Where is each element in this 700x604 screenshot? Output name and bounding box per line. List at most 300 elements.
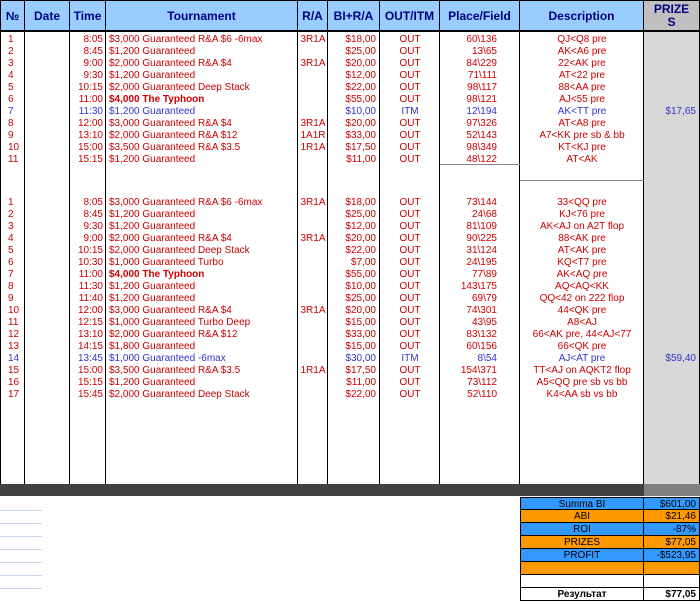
tournament-cell[interactable]: $2,000 Guaranteed Deep Stack xyxy=(109,245,250,256)
ra-cell[interactable]: 3R1A xyxy=(300,305,326,316)
ra-cell[interactable] xyxy=(298,94,328,106)
place-cell[interactable]: 31\124 xyxy=(466,245,497,256)
row-number[interactable]: 3 xyxy=(8,58,14,69)
description-cell[interactable]: 44<QK pre xyxy=(557,305,607,316)
tournament-cell[interactable]: $4,000 The Typhoon xyxy=(109,94,205,105)
header-num[interactable]: № xyxy=(0,0,25,32)
header-date[interactable]: Date xyxy=(25,0,70,32)
row-number[interactable]: 5 xyxy=(8,82,14,93)
bira-cell[interactable]: $11,00 xyxy=(346,377,376,388)
place-cell[interactable]: 81\109 xyxy=(466,221,497,232)
ra-cell[interactable] xyxy=(298,317,328,329)
description-cell[interactable]: 66<AK pre, 44<AJ<77 xyxy=(532,329,632,340)
ra-cell[interactable]: 1A1R xyxy=(300,130,326,141)
description-cell[interactable]: KQ<T7 pre xyxy=(557,257,607,268)
place-cell[interactable]: 69\79 xyxy=(471,293,497,304)
tournament-cell[interactable]: $3,500 Guaranteed R&A $3.5 xyxy=(109,142,241,153)
tournament-cell[interactable]: $1,000 Guaranteed -6max xyxy=(109,353,226,364)
outitm-cell[interactable]: OUT xyxy=(399,389,421,400)
row-number[interactable]: 2 xyxy=(8,46,14,57)
description-cell[interactable]: AQ<AQ<KK xyxy=(555,281,609,292)
header-outitm[interactable]: OUT/ITM xyxy=(380,0,440,32)
description-cell[interactable]: TT<AJ on AQKT2 flop xyxy=(533,365,631,376)
time-cell[interactable]: 13:45 xyxy=(77,353,103,364)
outitm-cell[interactable]: OUT xyxy=(399,317,421,328)
place-cell[interactable]: 154\371 xyxy=(460,365,497,376)
ra-cell[interactable]: 3R1A xyxy=(300,197,326,208)
outitm-cell[interactable]: OUT xyxy=(399,34,421,45)
bira-cell[interactable]: $30,00 xyxy=(345,353,376,364)
outitm-cell[interactable]: OUT xyxy=(399,365,421,376)
time-cell[interactable]: 9:30 xyxy=(83,70,103,81)
ra-cell[interactable] xyxy=(298,82,328,94)
table-row[interactable] xyxy=(0,58,700,70)
table-row[interactable] xyxy=(0,82,700,94)
table-row[interactable] xyxy=(0,245,700,257)
table-row[interactable] xyxy=(0,341,700,353)
summary-value[interactable]: -$523,95 xyxy=(644,549,700,562)
bira-cell[interactable]: $33,00 xyxy=(345,130,376,141)
ra-cell[interactable]: 3R1A xyxy=(300,118,326,129)
time-cell[interactable]: 10:15 xyxy=(77,245,103,256)
bira-cell[interactable]: $10,00 xyxy=(345,106,376,117)
time-cell[interactable]: 13:10 xyxy=(77,130,103,141)
outitm-cell[interactable]: OUT xyxy=(399,341,421,352)
row-number[interactable]: 11 xyxy=(8,317,19,328)
tournament-cell[interactable]: $3,000 Guaranteed R&A $6 -6max xyxy=(109,197,263,208)
bira-cell[interactable]: $15,00 xyxy=(345,341,376,352)
tournament-cell[interactable]: $1,200 Guaranteed xyxy=(109,293,196,304)
prize-cell[interactable] xyxy=(644,281,700,293)
bira-cell[interactable]: $20,00 xyxy=(345,305,376,316)
description-cell[interactable]: 88<AK pre xyxy=(558,233,606,244)
row-number[interactable]: 10 xyxy=(8,142,20,153)
ra-cell[interactable]: 1R1A xyxy=(300,365,326,376)
table-row[interactable] xyxy=(0,46,700,58)
table-row[interactable] xyxy=(0,389,700,401)
ra-cell[interactable]: 3R1A xyxy=(300,233,326,244)
time-cell[interactable]: 9:30 xyxy=(83,221,103,232)
ra-cell[interactable] xyxy=(298,221,328,233)
time-cell[interactable]: 10:15 xyxy=(77,82,103,93)
table-row[interactable] xyxy=(0,142,700,154)
summary-value[interactable] xyxy=(644,562,700,575)
outitm-cell[interactable]: OUT xyxy=(399,118,421,129)
tournament-cell[interactable]: $2,000 Guaranteed Deep Stack xyxy=(109,389,250,400)
tournament-cell[interactable]: $2,000 Guaranteed R&A $4 xyxy=(109,58,232,69)
row-number[interactable]: 4 xyxy=(8,233,14,244)
ra-cell[interactable] xyxy=(298,269,328,281)
place-cell[interactable]: 73\144 xyxy=(466,197,497,208)
place-cell[interactable]: 83\132 xyxy=(466,329,497,340)
prize-cell[interactable] xyxy=(644,365,700,377)
header-ra[interactable]: R/A xyxy=(298,0,328,32)
prize-cell[interactable] xyxy=(644,317,700,329)
prize-cell[interactable] xyxy=(644,34,700,46)
prize-cell[interactable] xyxy=(644,233,700,245)
bira-cell[interactable]: $25,00 xyxy=(345,46,376,57)
outitm-cell[interactable]: OUT xyxy=(399,94,421,105)
table-row[interactable] xyxy=(0,257,700,269)
summary-value[interactable]: $601,00 xyxy=(644,497,700,510)
summary-value[interactable]: -87% xyxy=(644,523,700,536)
description-cell[interactable]: AJ<AT pre xyxy=(558,353,606,364)
summary-label[interactable] xyxy=(520,575,644,588)
prize-cell[interactable] xyxy=(644,329,700,341)
prize-cell[interactable] xyxy=(644,377,700,389)
summary-value[interactable] xyxy=(644,575,700,588)
outitm-cell[interactable]: OUT xyxy=(399,269,421,280)
place-cell[interactable]: 98\349 xyxy=(466,142,497,153)
summary-label[interactable]: PRIZES xyxy=(520,536,644,549)
table-row[interactable] xyxy=(0,305,700,317)
table-row[interactable] xyxy=(0,209,700,221)
ra-cell[interactable] xyxy=(298,46,328,58)
prize-cell[interactable] xyxy=(644,46,700,58)
description-cell[interactable]: KJ<76 pre xyxy=(559,209,605,220)
time-cell[interactable]: 12:00 xyxy=(77,118,103,129)
outitm-cell[interactable]: OUT xyxy=(399,46,421,57)
outitm-cell[interactable]: OUT xyxy=(399,233,421,244)
summary-label[interactable]: Результат xyxy=(520,588,644,601)
place-cell[interactable]: 60\136 xyxy=(466,34,497,45)
time-cell[interactable]: 15:15 xyxy=(77,377,103,388)
table-row[interactable] xyxy=(0,70,700,82)
table-row[interactable] xyxy=(0,329,700,341)
place-cell[interactable]: 84\229 xyxy=(466,58,497,69)
bira-cell[interactable]: $11,00 xyxy=(346,154,376,165)
tournament-cell[interactable]: $2,000 Guaranteed Deep Stack xyxy=(109,82,250,93)
table-row[interactable] xyxy=(0,269,700,281)
bira-cell[interactable]: $10,00 xyxy=(345,281,376,292)
place-cell[interactable]: 74\301 xyxy=(466,305,497,316)
description-cell[interactable]: AK<A6 pre xyxy=(557,46,607,57)
description-cell[interactable]: 22<AK pre xyxy=(558,58,606,69)
outitm-cell[interactable]: ITM xyxy=(401,106,419,117)
tournament-cell[interactable]: $3,000 Guaranteed R&A $4 xyxy=(109,305,232,316)
outitm-cell[interactable]: OUT xyxy=(399,293,421,304)
time-cell[interactable]: 11:30 xyxy=(78,106,103,117)
table-row[interactable] xyxy=(0,317,700,329)
place-cell[interactable]: 52\143 xyxy=(466,130,497,141)
outitm-cell[interactable]: OUT xyxy=(399,70,421,81)
prize-cell[interactable] xyxy=(644,341,700,353)
description-cell[interactable]: KT<KJ pre xyxy=(558,142,606,153)
ra-cell[interactable] xyxy=(298,281,328,293)
prize-cell[interactable] xyxy=(644,197,700,209)
outitm-cell[interactable]: OUT xyxy=(399,305,421,316)
ra-cell[interactable] xyxy=(298,293,328,305)
bira-cell[interactable]: $20,00 xyxy=(345,233,376,244)
time-cell[interactable]: 15:45 xyxy=(77,389,103,400)
prize-cell[interactable] xyxy=(644,118,700,130)
tournament-cell[interactable]: $4,000 The Typhoon xyxy=(109,269,205,280)
ra-cell[interactable]: 1R1A xyxy=(300,142,326,153)
time-cell[interactable]: 10:30 xyxy=(77,257,103,268)
time-cell[interactable]: 12:15 xyxy=(77,317,103,328)
table-row[interactable] xyxy=(0,293,700,305)
ra-cell[interactable] xyxy=(298,70,328,82)
header-prizes[interactable] xyxy=(644,0,700,32)
table-row[interactable] xyxy=(0,106,700,118)
row-number[interactable]: 1 xyxy=(8,34,14,45)
bira-cell[interactable]: $12,00 xyxy=(345,221,376,232)
bira-cell[interactable]: $20,00 xyxy=(345,118,376,129)
place-cell[interactable]: 24\195 xyxy=(466,257,497,268)
bira-cell[interactable]: $22,00 xyxy=(345,389,376,400)
place-cell[interactable]: 24\68 xyxy=(471,209,497,220)
bira-cell[interactable]: $20,00 xyxy=(345,58,376,69)
description-cell[interactable]: AK<AJ on A2T flop xyxy=(539,221,625,232)
place-cell[interactable]: 98\117 xyxy=(467,82,497,93)
place-cell[interactable]: 77\89 xyxy=(471,269,497,280)
row-number[interactable]: 13 xyxy=(8,341,20,352)
outitm-cell[interactable]: OUT xyxy=(399,221,421,232)
description-cell[interactable]: A8<AJ xyxy=(567,317,597,328)
place-cell[interactable]: 97\326 xyxy=(466,118,497,129)
bira-cell[interactable]: $33,00 xyxy=(345,329,376,340)
header-tournament[interactable]: Tournament xyxy=(106,0,298,32)
place-cell[interactable]: 90\225 xyxy=(466,233,497,244)
time-cell[interactable]: 11:30 xyxy=(78,281,103,292)
summary-label[interactable]: Summa BI xyxy=(520,497,644,510)
header-place[interactable]: Place/Field xyxy=(440,0,520,32)
prize-cell[interactable] xyxy=(644,154,700,166)
prize-cell[interactable] xyxy=(644,293,700,305)
description-cell[interactable]: AT<A8 pre xyxy=(558,118,606,129)
ra-cell[interactable] xyxy=(298,245,328,257)
tournament-cell[interactable]: $1,200 Guaranteed xyxy=(109,281,196,292)
prize-cell[interactable]: $17,65 xyxy=(665,106,696,117)
place-cell[interactable]: 12\194 xyxy=(466,106,497,117)
row-number[interactable]: 8 xyxy=(8,118,14,129)
tournament-cell[interactable]: $1,200 Guaranteed xyxy=(109,106,196,117)
prize-cell[interactable] xyxy=(644,70,700,82)
description-cell[interactable]: 66<QK pre xyxy=(557,341,607,352)
bira-cell[interactable]: $55,00 xyxy=(345,269,376,280)
place-cell[interactable]: 8\54 xyxy=(477,353,497,364)
row-number[interactable]: 11 xyxy=(8,154,19,165)
summary-label[interactable]: PROFIT xyxy=(520,549,644,562)
place-cell[interactable]: 52\110 xyxy=(467,389,497,400)
header-time[interactable]: Time xyxy=(70,0,106,32)
summary-label[interactable]: ABI xyxy=(520,510,644,523)
description-cell[interactable]: AK<TT pre xyxy=(557,106,607,117)
prize-cell[interactable] xyxy=(644,82,700,94)
row-number[interactable]: 9 xyxy=(8,130,14,141)
bira-cell[interactable]: $25,00 xyxy=(345,293,376,304)
tournament-cell[interactable]: $1,200 Guaranteed xyxy=(109,209,196,220)
table-row[interactable] xyxy=(0,197,700,209)
bira-cell[interactable]: $12,00 xyxy=(345,70,376,81)
summary-value[interactable]: $77,05 xyxy=(644,588,700,601)
place-cell[interactable]: 43\95 xyxy=(471,317,497,328)
bira-cell[interactable]: $17,50 xyxy=(345,142,376,153)
description-cell[interactable]: QQ<42 on 222 flop xyxy=(539,293,625,304)
description-cell[interactable]: 33<QQ pre xyxy=(557,197,607,208)
row-number[interactable]: 10 xyxy=(8,305,20,316)
description-cell[interactable]: 88<AA pre xyxy=(558,82,606,93)
row-number[interactable]: 8 xyxy=(8,281,14,292)
ra-cell[interactable] xyxy=(298,209,328,221)
bira-cell[interactable]: $55,00 xyxy=(345,94,376,105)
row-number[interactable]: 16 xyxy=(8,377,20,388)
time-cell[interactable]: 11:00 xyxy=(78,94,103,105)
place-cell[interactable]: 143\175 xyxy=(460,281,497,292)
summary-label[interactable]: ROI xyxy=(520,523,644,536)
time-cell[interactable]: 8:45 xyxy=(83,209,103,220)
prize-cell[interactable] xyxy=(644,209,700,221)
summary-value[interactable]: $77,05 xyxy=(644,536,700,549)
prize-cell[interactable] xyxy=(644,245,700,257)
tournament-cell[interactable]: $1,200 Guaranteed xyxy=(109,46,196,57)
place-cell[interactable]: 71\111 xyxy=(467,70,497,81)
table-row[interactable] xyxy=(0,118,700,130)
tournament-cell[interactable]: $3,000 Guaranteed R&A $6 -6max xyxy=(109,34,263,45)
description-cell[interactable]: AT<AK xyxy=(566,154,598,165)
description-cell[interactable]: AT<22 pre xyxy=(558,70,606,81)
description-cell[interactable]: A7<KK pre sb & bb xyxy=(539,130,625,141)
outitm-cell[interactable]: OUT xyxy=(399,281,421,292)
bira-cell[interactable]: $22,00 xyxy=(345,82,376,93)
place-cell[interactable]: 98\121 xyxy=(466,94,497,105)
time-cell[interactable]: 12:00 xyxy=(77,305,103,316)
tournament-cell[interactable]: $3,000 Guaranteed R&A $4 xyxy=(109,118,232,129)
outitm-cell[interactable]: OUT xyxy=(399,257,421,268)
outitm-cell[interactable]: OUT xyxy=(399,245,421,256)
outitm-cell[interactable]: OUT xyxy=(399,58,421,69)
outitm-cell[interactable]: OUT xyxy=(399,377,421,388)
bira-cell[interactable]: $25,00 xyxy=(345,209,376,220)
outitm-cell[interactable]: OUT xyxy=(399,130,421,141)
outitm-cell[interactable]: OUT xyxy=(399,82,421,93)
table-row[interactable] xyxy=(0,233,700,245)
table-row[interactable] xyxy=(0,281,700,293)
row-number[interactable]: 7 xyxy=(8,269,14,280)
ra-cell[interactable] xyxy=(298,377,328,389)
ra-cell[interactable]: 3R1A xyxy=(300,34,326,45)
ra-cell[interactable] xyxy=(298,353,328,365)
outitm-cell[interactable]: OUT xyxy=(399,197,421,208)
header-description[interactable]: Description xyxy=(520,0,644,32)
tournament-cell[interactable]: $2,000 Guaranteed R&A $4 xyxy=(109,233,232,244)
time-cell[interactable]: 9:00 xyxy=(83,233,103,244)
time-cell[interactable]: 9:00 xyxy=(83,58,103,69)
ra-cell[interactable] xyxy=(298,341,328,353)
place-cell[interactable]: 13\65 xyxy=(471,46,497,57)
summary-label[interactable] xyxy=(520,562,644,575)
description-cell[interactable]: AT<AK pre xyxy=(557,245,607,256)
row-number[interactable]: 14 xyxy=(8,353,20,364)
prize-cell[interactable] xyxy=(644,58,700,70)
row-number[interactable]: 9 xyxy=(8,293,14,304)
tournament-cell[interactable]: $3,500 Guaranteed R&A $3.5 xyxy=(109,365,241,376)
ra-cell[interactable] xyxy=(298,257,328,269)
row-number[interactable]: 5 xyxy=(8,245,14,256)
tournament-cell[interactable]: $1,200 Guaranteed xyxy=(109,221,196,232)
row-number[interactable]: 15 xyxy=(8,365,20,376)
outitm-cell[interactable]: OUT xyxy=(399,209,421,220)
prize-cell[interactable] xyxy=(644,130,700,142)
outitm-cell[interactable]: OUT xyxy=(399,329,421,340)
row-number[interactable]: 3 xyxy=(8,221,14,232)
row-number[interactable]: 4 xyxy=(8,70,14,81)
bira-cell[interactable]: $18,00 xyxy=(345,34,376,45)
ra-cell[interactable]: 3R1A xyxy=(300,58,326,69)
ra-cell[interactable] xyxy=(298,106,328,118)
time-cell[interactable]: 8:05 xyxy=(83,197,103,208)
table-row[interactable] xyxy=(0,221,700,233)
tournament-cell[interactable]: $2,000 Guaranteed R&A $12 xyxy=(109,329,238,340)
tournament-cell[interactable]: $1,000 Guaranteed Turbo Deep xyxy=(109,317,251,328)
table-row[interactable] xyxy=(0,377,700,389)
tournament-cell[interactable]: $1,200 Guaranteed xyxy=(109,377,196,388)
place-cell[interactable]: 73\112 xyxy=(467,377,497,388)
table-row[interactable] xyxy=(0,365,700,377)
tournament-cell[interactable]: $1,000 Guaranteed Turbo xyxy=(109,257,224,268)
time-cell[interactable]: 11:00 xyxy=(78,269,103,280)
description-cell[interactable]: K4<AA sb vs bb xyxy=(546,389,618,400)
table-row[interactable] xyxy=(0,130,700,142)
row-number[interactable]: 6 xyxy=(8,257,14,268)
bira-cell[interactable]: $22,00 xyxy=(345,245,376,256)
table-row[interactable] xyxy=(0,34,700,46)
bira-cell[interactable]: $7,00 xyxy=(350,257,376,268)
tournament-cell[interactable]: $1,200 Guaranteed xyxy=(109,70,196,81)
time-cell[interactable]: 11:40 xyxy=(78,293,103,304)
row-number[interactable]: 6 xyxy=(8,94,14,105)
row-number[interactable]: 1 xyxy=(8,197,14,208)
row-number[interactable]: 17 xyxy=(8,389,20,400)
time-cell[interactable]: 8:05 xyxy=(83,34,103,45)
time-cell[interactable]: 8:45 xyxy=(83,46,103,57)
bira-cell[interactable]: $18,00 xyxy=(345,197,376,208)
table-row[interactable] xyxy=(0,353,700,365)
outitm-cell[interactable]: OUT xyxy=(399,142,421,153)
time-cell[interactable]: 15:15 xyxy=(77,154,103,165)
tournament-cell[interactable]: $1,800 Guaranteed xyxy=(109,341,196,352)
header-bira[interactable]: BI+R/A xyxy=(328,0,380,32)
prize-cell[interactable] xyxy=(644,269,700,281)
place-cell[interactable]: 48\122 xyxy=(466,154,497,165)
prize-cell[interactable] xyxy=(644,94,700,106)
prize-cell[interactable] xyxy=(644,389,700,401)
time-cell[interactable]: 13:10 xyxy=(77,329,103,340)
description-cell[interactable]: A5<QQ pre sb vs bb xyxy=(536,377,628,388)
ra-cell[interactable] xyxy=(298,389,328,401)
bira-cell[interactable]: $17,50 xyxy=(345,365,376,376)
row-number[interactable]: 12 xyxy=(8,329,20,340)
ra-cell[interactable] xyxy=(298,154,328,166)
time-cell[interactable]: 15:00 xyxy=(77,365,103,376)
prize-cell[interactable] xyxy=(644,142,700,154)
time-cell[interactable]: 15:00 xyxy=(77,142,103,153)
prize-cell[interactable] xyxy=(644,305,700,317)
table-row[interactable] xyxy=(0,94,700,106)
place-cell[interactable]: 60\156 xyxy=(466,341,497,352)
time-cell[interactable]: 14:15 xyxy=(77,341,103,352)
bira-cell[interactable]: $15,00 xyxy=(345,317,376,328)
description-cell[interactable]: AJ<55 pre xyxy=(559,94,605,105)
ra-cell[interactable] xyxy=(298,329,328,341)
tournament-cell[interactable]: $2,000 Guaranteed R&A $12 xyxy=(109,130,238,141)
prize-cell[interactable] xyxy=(644,221,700,233)
prize-cell[interactable] xyxy=(644,257,700,269)
summary-value[interactable]: $21,46 xyxy=(644,510,700,523)
tournament-cell[interactable]: $1,200 Guaranteed xyxy=(109,154,196,165)
prize-cell[interactable]: $59,40 xyxy=(665,353,696,364)
description-cell[interactable]: AK<AQ pre xyxy=(556,269,608,280)
